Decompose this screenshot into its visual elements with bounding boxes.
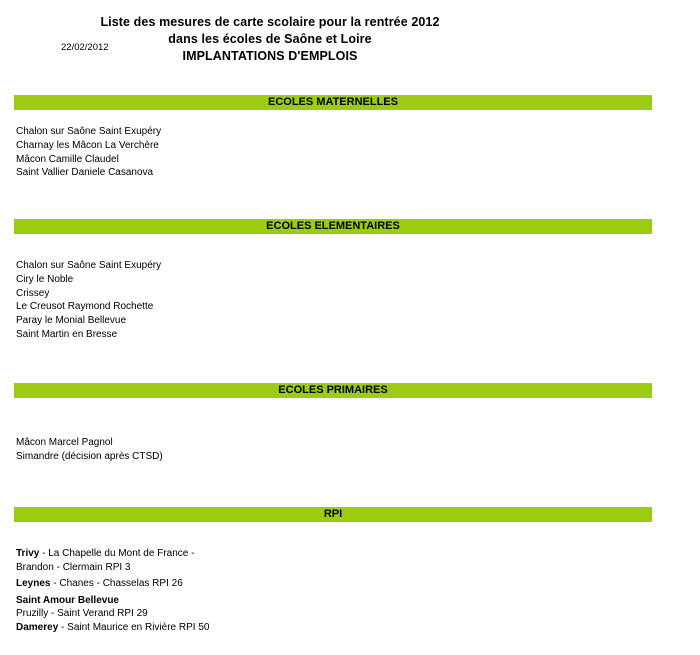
rpi-entry-2-name: Leynes (16, 578, 51, 589)
rpi-entry-3-name: Saint Amour Bellevue (16, 594, 119, 606)
list-item: Mâcon Camille Claudel (16, 153, 119, 165)
list-item: Charnay les Mâcon La Verchère (16, 139, 159, 151)
document-title-line-2: dans les écoles de Saône et Loire (168, 32, 372, 46)
rpi-entry-4-name: Damerey (16, 621, 59, 633)
rpi-entry-4-rest: - Saint Maurice en Rivière RPI 50 (58, 621, 210, 633)
rpi-entry-1-line-2: Brandon - Clermain RPI 3 (16, 561, 131, 573)
section-heading-primaires: ECOLES PRIMAIRES (14, 383, 652, 398)
rpi-entry-1-name: Trivy (16, 548, 40, 559)
rpi-entry-3-line-2: Pruzilly - Saint Verand RPI 29 (16, 608, 148, 619)
list-item: Simandre (décision après CTSD) (16, 450, 163, 462)
list-item: Chalon sur Saône Saint Exupéry (16, 260, 162, 271)
list-item: Mâcon Marcel Pagnol (16, 437, 113, 448)
rpi-entry-1 (16, 547, 209, 561)
rpi-entry-1-rest: - La Chapelle du Mont de France - (39, 548, 195, 559)
list-item: Saint Martin en Bresse (16, 328, 118, 340)
list-rpi (16, 547, 209, 634)
list-maternelles (16, 125, 161, 180)
list-elementaires (16, 259, 161, 342)
list-primaires (16, 436, 163, 464)
rpi-entry-2-rest: - Chanes - Chasselas RPI 26 (50, 578, 183, 589)
list-item: Le Creusot Raymond Rochette (16, 301, 154, 313)
section-heading-rpi: RPI (14, 507, 652, 522)
document-title-line-3: IMPLANTATIONS D'EMPLOIS (182, 49, 358, 63)
document-date: 22/02/2012 (61, 42, 109, 53)
rpi-entry-4 (16, 621, 209, 635)
rpi-entry-2 (16, 577, 209, 591)
list-item: Chalon sur Saône Saint Exupéry (16, 126, 162, 137)
rpi-entry-3 (16, 594, 209, 608)
document-title-line-1: Liste des mesures de carte scolaire pour la rentrée 2012 (100, 15, 440, 29)
list-item: Ciry le Noble (16, 273, 74, 285)
section-heading-maternelles: ECOLES MATERNELLES (14, 95, 652, 110)
section-heading-elementaires: ECOLES ELEMENTAIRES (14, 219, 652, 234)
list-item: Crissey (16, 287, 50, 299)
list-item: Saint Vallier Daniele Casanova (16, 167, 154, 179)
list-item: Paray le Monial Bellevue (16, 315, 127, 327)
